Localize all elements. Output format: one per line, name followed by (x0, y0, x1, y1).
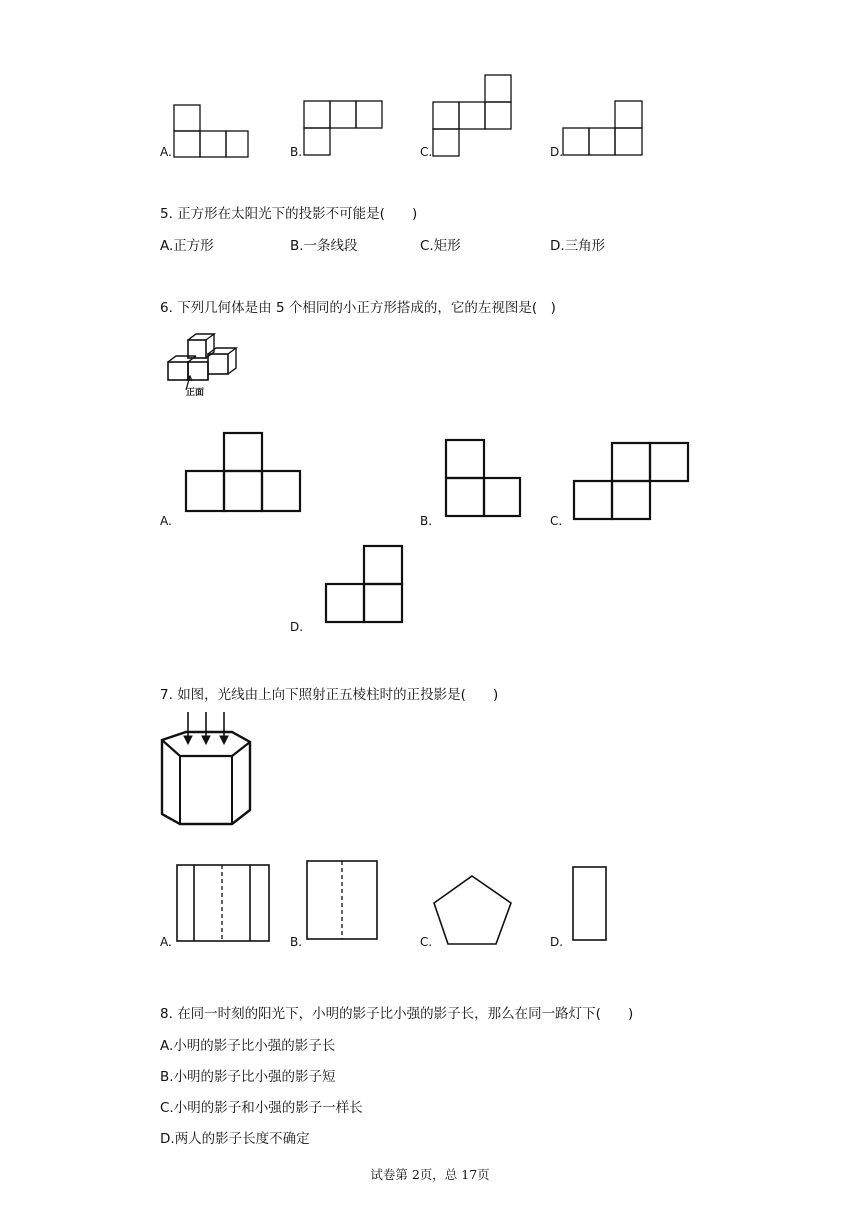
q7-option-a-figure (174, 862, 274, 946)
q8-option-c (160, 1099, 363, 1117)
q8-option-a-label: A. (160, 1038, 174, 1054)
q8-option-a (160, 1037, 335, 1055)
q7-option-c-figure (430, 872, 516, 948)
q7-prism-figure (158, 710, 258, 832)
page-footer: 试卷第 2页，总 17页 (370, 1167, 490, 1182)
q8-option-b-text: 小明的影子比小强的影子短 (173, 1069, 336, 1085)
q4-option-c-label: C. (420, 145, 433, 159)
q5-option-a-label: A. (160, 238, 174, 254)
q5-option-d-label: D. (550, 238, 565, 254)
q6-solid-figure (160, 330, 250, 400)
q7-stem: 如图，光线由上向下照射正五棱柱时的正投影是( ) (177, 687, 499, 703)
q8-option-c-text: 小明的影子和小强的影子一样长 (173, 1100, 363, 1116)
q5-option-d-text: 三角形 (564, 238, 606, 254)
q6-option-c-label: C. (550, 514, 563, 528)
q6-stem: 下列几何体是由 5 个相同的小正方形搭成的，它的左视图是( ) (177, 300, 556, 316)
q8-option-d-label: D. (160, 1131, 175, 1147)
q4-option-c-figure (430, 72, 516, 160)
q5-option-b-label: B. (290, 238, 304, 254)
q6-option-c-figure (568, 438, 694, 524)
q4-option-d-figure (560, 98, 646, 160)
q6-option-b-figure (440, 436, 526, 522)
q4-option-a-figure (170, 100, 252, 160)
q4-option-b-label: B. (290, 145, 303, 159)
q5-option-c-text: 矩形 (433, 238, 461, 254)
q7-option-d-figure (570, 864, 610, 944)
q7-option-a-label: A. (160, 935, 172, 949)
q5-option-d (550, 237, 605, 255)
q7-option-b-figure (304, 858, 380, 942)
q7-number: 7. (160, 687, 173, 703)
q5-option-a-text: 正方形 (173, 238, 214, 254)
q6-option-d-label: D. (290, 620, 304, 634)
q7-option-c-label: C. (420, 935, 433, 949)
q6-number: 6. (160, 300, 173, 316)
q5-option-c-label: C. (420, 238, 434, 254)
q8-stem: 在同一时刻的阳光下，小明的影子比小强的影子长，那么在同一路灯下( ) (177, 1006, 634, 1022)
q4-option-a-label: A. (160, 145, 172, 159)
q8-option-b-label: B. (160, 1069, 174, 1085)
q5-number: 5. (160, 206, 173, 222)
q5-option-c (420, 237, 461, 255)
q6-stem-line (160, 299, 556, 317)
q7-option-d-label: D. (550, 935, 564, 949)
q4-option-b-figure (300, 98, 386, 160)
q8-option-d-text: 两人的影子长度不确定 (174, 1131, 310, 1147)
q5-stem: 正方形在太阳光下的投影不可能是( ) (177, 206, 418, 222)
q8-option-a-text: 小明的影子比小强的影子长 (173, 1038, 336, 1054)
q5-option-a (160, 237, 214, 255)
q8-stem-line (160, 1005, 633, 1023)
q6-option-a-figure (180, 428, 306, 528)
q5-option-b (290, 237, 358, 255)
q8-option-b (160, 1068, 336, 1086)
q6-option-a-label: A. (160, 514, 172, 528)
q5-stem-line (160, 205, 417, 223)
q8-option-d (160, 1130, 310, 1148)
q8-option-c-label: C. (160, 1100, 174, 1116)
q4-option-d-label: D. (550, 145, 564, 159)
q5-option-b-text: 一条线段 (303, 238, 358, 254)
q7-option-b-label: B. (290, 935, 303, 949)
q6-option-b-label: B. (420, 514, 433, 528)
q8-number: 8. (160, 1006, 173, 1022)
q7-stem-line (160, 686, 498, 704)
q6-figure-caption: 正面 (186, 388, 205, 398)
q6-option-d-figure (320, 542, 410, 628)
